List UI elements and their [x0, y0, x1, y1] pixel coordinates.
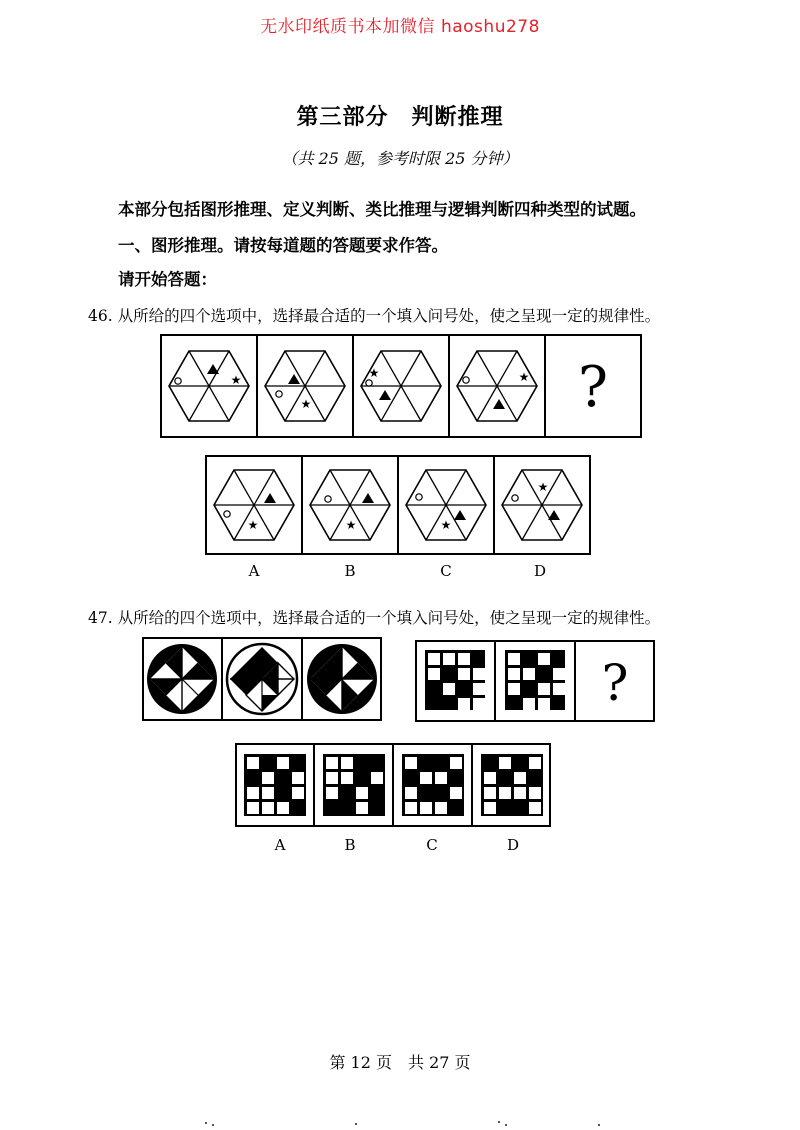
- q46-question-mark: ?: [577, 355, 609, 420]
- part-heading: 一、图形推理。请按每道题的答题要求作答。: [118, 236, 448, 255]
- triangle-icon: [493, 399, 505, 409]
- triangle-icon: [288, 374, 300, 384]
- q47-option-c[interactable]: [402, 754, 464, 816]
- watermark-text: 无水印纸质书本加微信 haoshu278: [260, 17, 540, 37]
- q47-stem-circles: [142, 637, 382, 721]
- star-icon: ★: [518, 370, 530, 384]
- q46-options: [205, 455, 591, 555]
- q47-option-a-label: A: [274, 836, 286, 854]
- start-prompt: 请开始答题：: [118, 270, 217, 289]
- q46-stem-hexagon-2: [265, 351, 345, 421]
- q46-stem-hexagon-3: [361, 351, 441, 421]
- circle-icon: [224, 511, 230, 517]
- q47-stem-grid-1: [425, 650, 485, 710]
- q47-option-b[interactable]: [323, 754, 385, 816]
- q46-option-a-label: A: [248, 562, 260, 580]
- q46-stem-hexagon-1: [169, 351, 249, 421]
- question-46-number: 46.: [88, 307, 113, 325]
- q47-option-d-label: D: [506, 836, 520, 854]
- scan-speck: [598, 1124, 600, 1126]
- q46-option-d-label: D: [533, 562, 547, 580]
- q47-stem-circle-1: [147, 644, 217, 714]
- question-46-text: 从所给的四个选项中，选择最合适的一个填入问号处，使之呈现一定的规律性。: [117, 307, 661, 325]
- circle-icon: [366, 380, 372, 386]
- q46-option-c-label: C: [440, 562, 452, 580]
- triangle-icon: [548, 510, 560, 520]
- question-47-text: 从所给的四个选项中，选择最合适的一个填入问号处，使之呈现一定的规律性。: [117, 609, 661, 627]
- q47-stem-circle-2: [227, 644, 297, 714]
- triangle-icon: [207, 364, 219, 374]
- page-footer: 第 12 页 共 27 页: [329, 1053, 471, 1072]
- q47-stem-circle-3: [307, 644, 377, 714]
- section-intro: 本部分包括图形推理、定义判断、类比推理与逻辑判断四种类型的试题。: [118, 200, 646, 219]
- star-icon: ★: [300, 397, 312, 411]
- scan-speck: [505, 1124, 507, 1126]
- star-icon: ★: [440, 518, 452, 532]
- triangle-icon: [362, 493, 374, 503]
- q46-option-b-label: B: [344, 562, 356, 580]
- question-47-number: 47.: [88, 609, 113, 627]
- question-47-prompt: [88, 606, 660, 628]
- triangle-icon: [264, 493, 276, 503]
- scan-speck: [498, 1121, 500, 1123]
- q46-option-b[interactable]: [310, 470, 390, 540]
- q47-stem-grid-2: [505, 650, 565, 710]
- star-icon: ★: [368, 366, 380, 380]
- scan-speck: [212, 1124, 214, 1126]
- q47-question-mark: ?: [601, 654, 629, 712]
- q46-option-c[interactable]: [406, 470, 486, 540]
- q47-option-d[interactable]: [481, 754, 543, 816]
- triangle-icon: [454, 510, 466, 520]
- section-subtitle: （共 25 题，参考时限 25 分钟）: [281, 149, 519, 168]
- q46-option-d[interactable]: [502, 470, 582, 540]
- circle-icon: [175, 378, 181, 384]
- circle-icon: [416, 494, 422, 500]
- scan-speck: [205, 1122, 207, 1124]
- question-46-prompt: [88, 304, 660, 326]
- q47-option-c-label: C: [426, 836, 438, 854]
- triangle-icon: [379, 390, 391, 400]
- q47-option-b-label: B: [344, 836, 356, 854]
- q46-stem-figures: [160, 334, 642, 438]
- star-icon: ★: [345, 518, 357, 532]
- q46-option-a[interactable]: [214, 470, 294, 540]
- section-title: 第三部分 判断推理: [296, 105, 504, 130]
- star-icon: ★: [537, 480, 549, 494]
- q47-stem-grids: [415, 640, 655, 722]
- q47-option-a[interactable]: [244, 754, 306, 816]
- circle-icon: [463, 377, 469, 383]
- star-icon: ★: [230, 373, 242, 387]
- circle-icon: [512, 495, 518, 501]
- circle-icon: [276, 391, 282, 397]
- q46-stem-hexagon-4: [457, 351, 537, 421]
- q47-options: [235, 743, 551, 827]
- circle-icon: [325, 496, 331, 502]
- scan-speck: [355, 1123, 357, 1125]
- star-icon: ★: [247, 518, 259, 532]
